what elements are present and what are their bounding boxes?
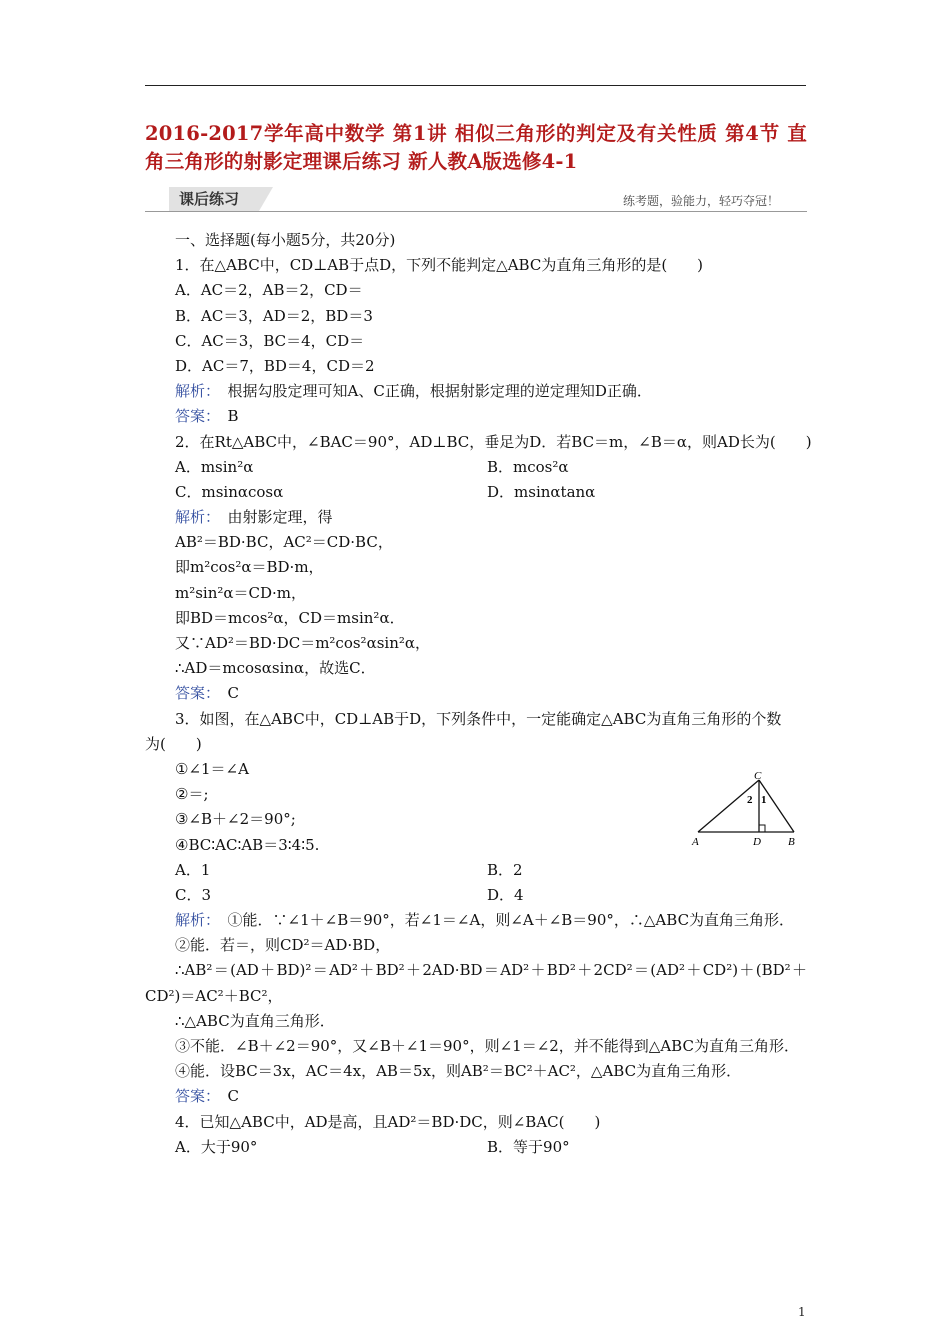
q1-stem: 1．在△ABC中，CD⊥AB于点D，下列不能判定△ABC为直角三角形的是( ) — [175, 256, 704, 275]
q3-analysis-step-1: ①能．∵∠1＋∠B＝90°，若∠1＝∠A，则∠A＋∠B＝90°，∴△ABC为直角三角形． — [212, 911, 795, 930]
analysis-label: 解析： — [175, 508, 213, 527]
side-cb — [759, 780, 794, 832]
label-angle-1: 1 — [761, 794, 767, 806]
q2-step-3: m²sin²α＝CD·m， — [175, 583, 307, 602]
side-ca — [698, 780, 759, 832]
q2-option-a: A．msin²α — [175, 457, 254, 476]
triangle-figure — [690, 770, 802, 850]
answer-label: 答案： — [175, 1087, 213, 1106]
label-d: D — [753, 836, 761, 848]
q3-options-row-1 — [145, 858, 807, 883]
q2-option-c: C．msinαcosα — [175, 482, 284, 501]
q1-analysis-text: 根据勾股定理可知A、C正确，根据射影定理的逆定理知D正确． — [212, 382, 652, 401]
q2-analysis-text: 由射影定理，得 — [212, 508, 333, 527]
q4-options-row-1 — [145, 1135, 807, 1160]
label-b: B — [788, 836, 795, 848]
q3-analysis-step-3: ∴AB²＝(AD＋BD)²＝AD²＋BD²＋2AD·BD＝AD²＋BD²＋2CD²＝(AD²＋CD²)＋(BD²＋CD²)＝AC²＋BC²， — [145, 961, 807, 1005]
q1-analysis — [145, 379, 807, 404]
q3-option-a: A．1 — [175, 860, 211, 879]
q2-option-b: B．mcos²α — [487, 457, 569, 476]
q2-answer — [145, 681, 807, 706]
document-title: 2016-2017学年高中数学 第1讲 相似三角形的判定及有关性质 第4节 直角三角形的射影定理课后练习 新人教A版选修4-1 — [145, 122, 807, 173]
q3-answer — [145, 1084, 807, 1109]
q1-option-a: A．AC＝2，AB＝2，CD＝ — [175, 281, 363, 300]
right-angle-mark — [759, 825, 765, 832]
q2-step-5: 又∵AD²＝BD·DC＝m²cos²αsin²α， — [175, 634, 431, 652]
q3-option-c: C．3 — [175, 885, 212, 904]
q3-analysis-step-5: ③不能．∠B＋∠2＝90°，又∠B＋∠1＝90°，则∠1＝∠2，并不能得到△ABC为直角三角形． — [175, 1037, 799, 1056]
q1-answer — [145, 404, 807, 429]
banner-tab-label: 课后练习 — [169, 187, 259, 212]
analysis-label: 解析： — [175, 382, 213, 401]
q3-condition-2: ②＝; — [175, 785, 209, 804]
page-number: 1 — [798, 1305, 806, 1319]
q3-stem: 3．如图，在△ABC中，CD⊥AB于D，下列条件中，一定能确定△ABC为直角三角形的个数 — [175, 709, 782, 728]
q2-step-6: ∴AD＝mcosαsinα，故选C． — [175, 659, 376, 678]
q3-condition-4: ④BC∶AC∶AB＝3∶4∶5. — [175, 835, 320, 854]
answer-label: 答案： — [175, 684, 213, 703]
q2-options-row-2 — [145, 480, 807, 505]
section-heading: 一、选择题(每小题5分，共20分) — [175, 231, 396, 249]
q2-option-d: D．msinαtanα — [487, 482, 596, 501]
q2-options-row-1 — [145, 455, 807, 480]
q1-option-b: B．AC＝3，AD＝2，BD＝3 — [175, 306, 373, 325]
q3-option-b: B．2 — [487, 860, 523, 879]
label-a: A — [692, 836, 699, 848]
q2-step-2: 即m²cos²α＝BD·m， — [175, 558, 324, 577]
q4-option-b: B．等于90° — [487, 1137, 570, 1156]
q3-analysis-step-2: ②能．若＝，则CD²＝AD·BD， — [175, 936, 391, 955]
q3-analysis-step-6: ④能．设BC＝3x，AC＝4x，AB＝5x，则AB²＝BC²＋AC²，△ABC为直角三角形． — [175, 1062, 742, 1081]
q2-step-1: AB²＝BD·BC，AC²＝CD·BC， — [175, 533, 393, 552]
q2-analysis — [145, 505, 807, 530]
answer-label: 答案： — [175, 407, 213, 426]
q2-stem: 2．在Rt△ABC中，∠BAC＝90°，AD⊥BC，垂足为D．若BC＝m，∠B＝α，则AD长为( ) — [175, 432, 812, 451]
q2-step-4: 即BD＝mcos²α，CD＝msin²α． — [175, 608, 405, 627]
q3-condition-3: ③∠B＋∠2＝90°; — [175, 810, 296, 829]
q4-option-a: A．大于90° — [175, 1137, 258, 1156]
exercise-content — [145, 228, 812, 1160]
analysis-label: 解析： — [175, 911, 213, 930]
q3-option-d: D．4 — [487, 885, 524, 904]
q3-analysis-step-4: ∴△ABC为直角三角形． — [175, 1011, 335, 1030]
q3-options-row-2 — [145, 883, 807, 908]
banner-slogan: 练考题，验能力，轻巧夺冠！ — [622, 194, 779, 208]
label-c: C — [754, 770, 762, 782]
section-banner — [145, 187, 807, 213]
q4-stem: 4．已知△ABC中，AD是高，且AD²＝BD·DC，则∠BAC( ) — [175, 1112, 601, 1131]
q2-answer-value: C — [212, 684, 239, 703]
q1-option-c: C．AC＝3，BC＝4，CD＝ — [175, 331, 365, 350]
q3-analysis — [145, 908, 807, 933]
q3-answer-value: C — [212, 1087, 239, 1106]
header-rule — [145, 85, 806, 86]
label-angle-2: 2 — [747, 794, 753, 806]
q3-stem-continued: 为( ) — [145, 734, 202, 753]
q3-condition-1: ①∠1＝∠A — [175, 759, 249, 778]
q1-option-d: D．AC＝7，BD＝4，CD＝2 — [175, 356, 375, 375]
q1-answer-value: B — [212, 407, 239, 426]
